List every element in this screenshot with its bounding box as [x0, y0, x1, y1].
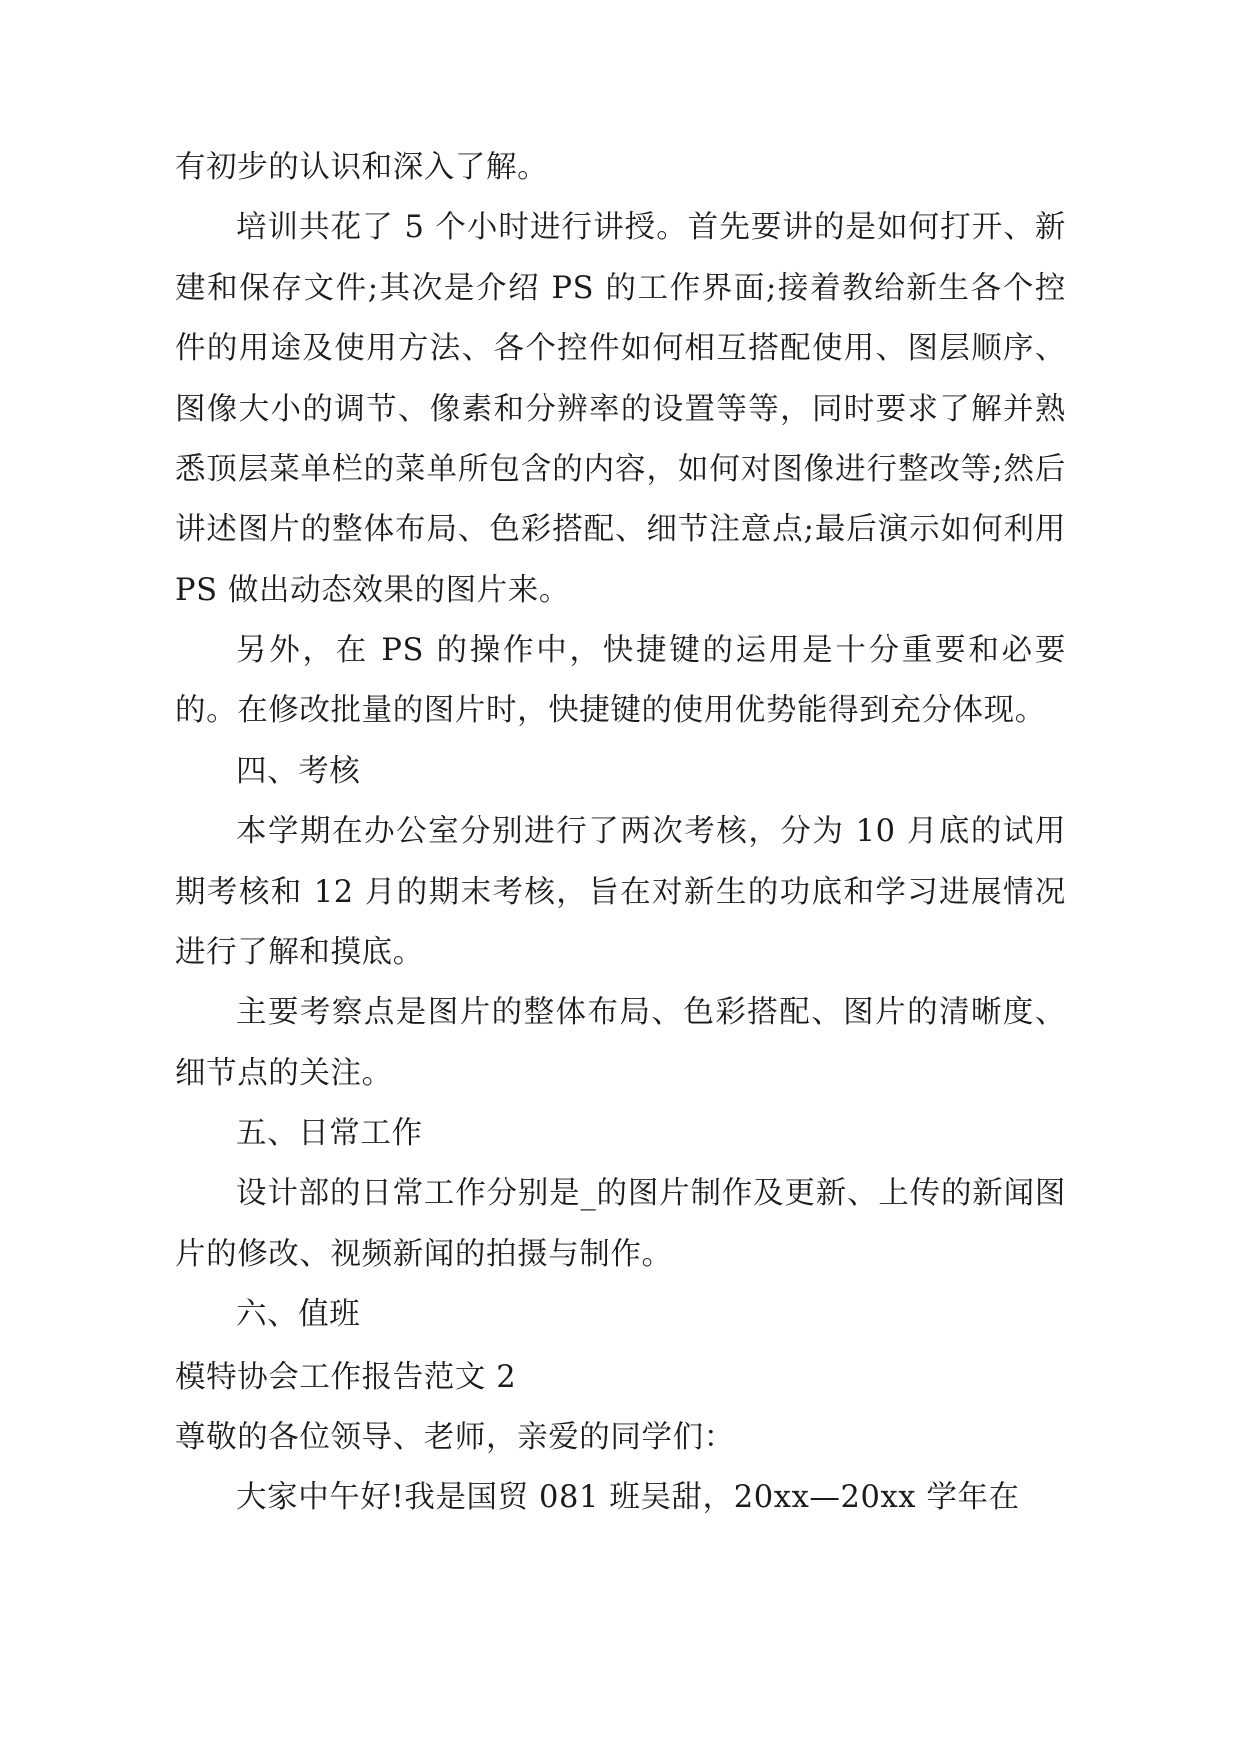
paragraph-self-introduction: 大家中午好!我是国贸 081 班吴甜，20xx—20xx 学年在: [236, 1480, 1020, 1516]
paragraph-assessment: 本学期在办公室分别进行了两次考核，分为 10 月底的试用期考核和 12 月的期末考核，旨在对新生的功底和学习进展情况进行了解和摸底。: [175, 814, 1066, 970]
paragraph-continuation: 有初步的认识和深入了解。: [175, 150, 549, 185]
paragraph-training-details: 培训共花了 5 个小时进行讲授。首先要讲的是如何打开、新建和保存文件;其次是介绍 PS 的工作界面;接着教给新生各个控件的用途及使用方法、各个控件如何相互搭配使用、图层顺序、图像大小的调节、像素和分辨率的设置等等，同时要求了解并熟悉顶层菜单栏的菜单所包含的内容，如何对图像进行整改等;然后讲述图片的整体布局、色彩搭配、细节注意点;最后演示如何利用 PS 做出动态效果的图片来。: [175, 210, 1066, 608]
heading-section-six: 六、值班: [236, 1297, 361, 1333]
paragraph-shortcuts: 另外，在 PS 的操作中，快捷键的运用是十分重要和必要的。在修改批量的图片时，快捷键的使用优势能得到充分体现。: [175, 633, 1066, 729]
paragraph-assessment-points: 主要考察点是图片的整体布局、色彩搭配、图片的清晰度、细节点的关注。: [175, 995, 1066, 1091]
heading-section-five: 五、日常工作: [236, 1116, 423, 1151]
paragraph-daily-work: 设计部的日常工作分别是_的图片制作及更新、上传的新闻图片的修改、视频新闻的拍摄与制作。: [175, 1176, 1066, 1272]
paragraph-salutation: 尊敬的各位领导、老师，亲爱的同学们：: [175, 1419, 735, 1455]
document-body: [175, 138, 1066, 1529]
heading-section-four: 四、考核: [236, 753, 361, 789]
heading-report-sample-2: 模特协会工作报告范文 2: [175, 1359, 517, 1395]
